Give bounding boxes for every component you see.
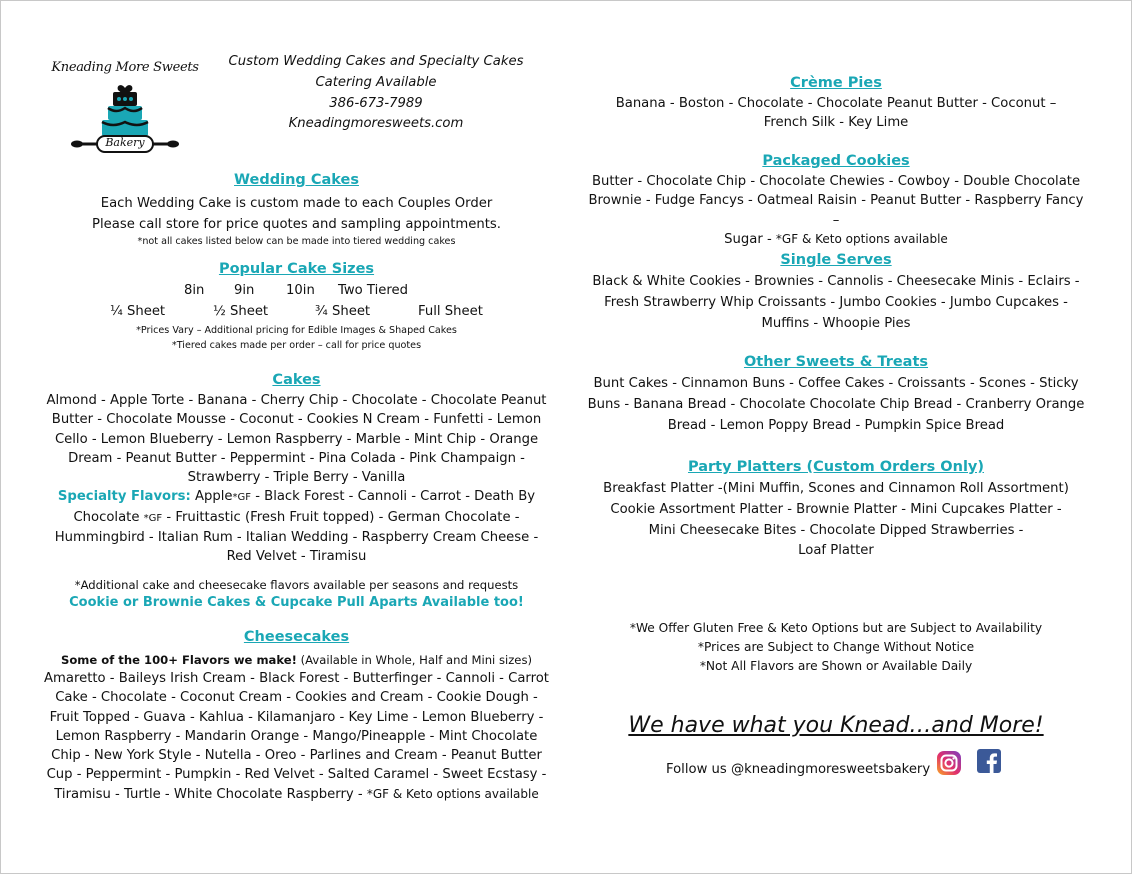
specialty-line-2 — [44, 508, 549, 528]
cheesecakes-intro-sizes: (Available in Whole, Half and Mini sizes) — [296, 653, 533, 667]
single-serves-line: Muffins - Whoopie Pies — [761, 315, 911, 331]
other-sweets-list — [585, 374, 1087, 436]
packaged-cookies-title: Packaged Cookies — [762, 153, 910, 169]
cheesecake-line: Cup - Peppermint - Pumpkin - Red Velvet - Salted Caramel - Sweet Ecstasy - — [46, 767, 547, 783]
notice-gluten-free: *We Offer Gluten Free & Keto Options but are Subject to Availability — [629, 621, 1043, 635]
slogan: We have what you Knead…and More! — [628, 713, 1044, 738]
size-two-tiered: Two Tiered — [338, 283, 408, 298]
instagram-icon[interactable] — [936, 750, 962, 776]
phone-number: 386-673-7989 — [329, 95, 423, 111]
size-quarter-sheet: ¼ Sheet — [110, 304, 166, 319]
follow-us-text: Follow us @kneadingmoresweetsbakery — [666, 762, 931, 777]
cookies-line: Butter - Chocolate Chip - Chocolate Chewies - Cowboy - Double Chocolate — [591, 174, 1081, 189]
cakes-line: Cello - Lemon Blueberry - Lemon Raspberry - Marble - Mint Chip - Orange — [54, 431, 539, 447]
party-platters-list — [585, 479, 1087, 562]
other-sweets-line: Buns - Banana Bread - Chocolate Chocolate Chip Bread - Cranberry Orange — [587, 396, 1085, 412]
platters-line: Cookie Assortment Platter - Brownie Platter - Mini Cupcakes Platter - — [610, 501, 1062, 517]
sizes-row-1 — [44, 283, 549, 303]
cakes-title: Cakes — [272, 372, 321, 388]
gf-mark: *GF — [143, 512, 163, 524]
cheesecake-line: Amaretto - Baileys Irish Cream - Black Forest - Butterfinger - Cannoli - Carrot — [44, 671, 549, 686]
creme-pies-list — [585, 94, 1087, 133]
notice-prices: *Prices are Subject to Change Without Notice — [697, 640, 975, 654]
other-sweets-line: Bread - Lemon Poppy Bread - Pumpkin Spice Bread — [667, 417, 1005, 433]
header-info — [220, 52, 532, 135]
cheesecake-line: Fruit Topped - Guava - Kahlua - Kilamanjaro - Key Lime - Lemon Blueberry - — [49, 709, 544, 725]
size-half-sheet: ½ Sheet — [213, 304, 269, 319]
cakes-flavors — [44, 391, 549, 567]
specialty-line-1 — [44, 487, 549, 507]
logo-name: Kneading More Sweets — [51, 60, 199, 75]
specialty-apple: Apple — [194, 489, 233, 505]
wedding-cakes-title: Wedding Cakes — [234, 172, 359, 188]
specialty-text: Chocolate — [73, 509, 144, 525]
single-serves-line: Black & White Cookies - Brownies - Cannolis - Cheesecake Minis - Eclairs - — [592, 274, 1080, 289]
specialty-line-3: Hummingbird - Italian Rum - Italian Wedding - Raspberry Cream Cheese - — [54, 530, 539, 546]
size-10in: 10in — [286, 283, 315, 298]
pull-aparts-note: Cookie or Brownie Cakes & Cupcake Pull Aparts Available too! — [69, 595, 524, 610]
creme-pies-line: Banana - Boston - Chocolate - Chocolate Peanut Butter - Coconut – — [615, 96, 1057, 111]
size-8in: 8in — [184, 283, 205, 298]
specialty-text: - Fruittastic (Fresh Fruit topped) - German Chocolate - — [162, 509, 520, 525]
cheesecakes-title: Cheesecakes — [243, 629, 350, 645]
cheesecake-line — [44, 785, 549, 804]
sizes-note-1: *Prices Vary – Additional pricing for Edible Images & Shaped Cakes — [136, 325, 457, 336]
cake-sizes-title: Popular Cake Sizes — [218, 261, 375, 277]
cakes-line: Dream - Peanut Butter - Peppermint - Pina Colada - Pink Champaign - — [68, 450, 525, 466]
facebook-icon[interactable] — [977, 749, 1001, 773]
size-9in: 9in — [234, 283, 255, 298]
gf-mark: *GF — [232, 492, 251, 504]
creme-pies-line: French Silk - Key Lime — [763, 115, 909, 131]
single-serves-title: Single Serves — [780, 252, 892, 268]
wedding-line-1: Each Wedding Cake is custom made to each Couples Order — [100, 196, 493, 211]
specialty-text: - Black Forest - Cannoli - Carrot - Death By — [251, 489, 536, 505]
gf-keto-note: *GF & Keto options available — [366, 786, 539, 801]
cookies-line: Brownie - Fudge Fancys - Oatmeal Raisin - Peanut Butter - Raspberry Fancy – — [588, 193, 1084, 228]
specialty-line-4: Red Velvet - Tiramisu — [226, 549, 367, 565]
other-sweets-title: Other Sweets & Treats — [743, 354, 929, 370]
other-sweets-line: Bunt Cakes - Cinnamon Buns - Coffee Cakes - Croissants - Scones - Sticky — [593, 376, 1079, 391]
cheesecakes-intro-bold: Some of the 100+ Flavors we make! — [60, 653, 297, 667]
wedding-note: *not all cakes listed below can be made into tiered wedding cakes — [137, 236, 456, 247]
wedding-line-2: Please call store for price quotes and sampling appointments. — [92, 217, 501, 232]
party-platters-title: Party Platters (Custom Orders Only) — [687, 459, 984, 475]
sizes-note-2: *Tiered cakes made per order – call for price quotes — [171, 340, 422, 351]
platters-line: Loaf Platter — [798, 543, 874, 559]
wedding-cakes-text — [44, 193, 549, 235]
cheesecake-text: Tiramisu - Turtle - White Chocolate Raspberry - — [54, 786, 367, 802]
cheesecakes-flavors — [44, 669, 549, 804]
logo-bakery-label: Bakery — [105, 136, 145, 149]
cakes-line: Strawberry - Triple Berry - Vanilla — [187, 470, 406, 486]
size-full-sheet: Full Sheet — [418, 304, 483, 319]
tagline-catering: Catering Available — [315, 74, 437, 90]
tagline-cakes: Custom Wedding Cakes and Specialty Cakes — [228, 54, 524, 69]
cakes-line: Almond - Apple Torte - Banana - Cherry Chip - Chocolate - Chocolate Peanut — [46, 393, 547, 408]
cakes-line: Butter - Chocolate Mousse - Coconut - Cookies N Cream - Funfetti - Lemon — [51, 412, 542, 428]
website: Kneadingmoresweets.com — [288, 116, 464, 132]
sizes-row-2 — [44, 304, 549, 324]
size-three-quarter-sheet: ¾ Sheet — [315, 304, 371, 319]
gf-keto-note: *GF & Keto options available — [775, 231, 948, 246]
cheesecake-line: Cake - Chocolate - Coconut Cream - Cookies and Cream - Cookie Dough - — [55, 690, 538, 706]
single-serves-line: Fresh Strawberry Whip Croissants - Jumbo Cookies - Jumbo Cupcakes - — [604, 294, 1068, 310]
additional-flavors-note: *Additional cake and cheesecake flavors available per seasons and requests — [74, 578, 519, 592]
platters-line: Breakfast Platter -(Mini Muffin, Scones and Cinnamon Roll Assortment) — [603, 481, 1069, 496]
creme-pies-title: Crème Pies — [790, 75, 882, 91]
specialty-flavors-label: Specialty Flavors: — [57, 489, 191, 505]
notices — [585, 619, 1087, 676]
platters-line: Mini Cheesecake Bites - Chocolate Dipped Strawberries - — [648, 522, 1024, 538]
cheesecake-line: Lemon Raspberry - Mandarin Orange - Mango/Pineapple - Mint Chocolate — [55, 728, 538, 744]
cheesecakes-intro — [44, 653, 549, 667]
cookies-line — [585, 230, 1087, 249]
cookies-text: Sugar - — [724, 231, 776, 247]
notice-flavors: *Not All Flavors are Shown or Available Daily — [699, 659, 973, 673]
cheesecake-line: Chip - New York Style - Nutella - Oreo - Parlines and Cream - Peanut Butter — [51, 748, 542, 764]
packaged-cookies-list — [585, 172, 1087, 249]
single-serves-list — [585, 272, 1087, 334]
logo — [50, 58, 200, 158]
